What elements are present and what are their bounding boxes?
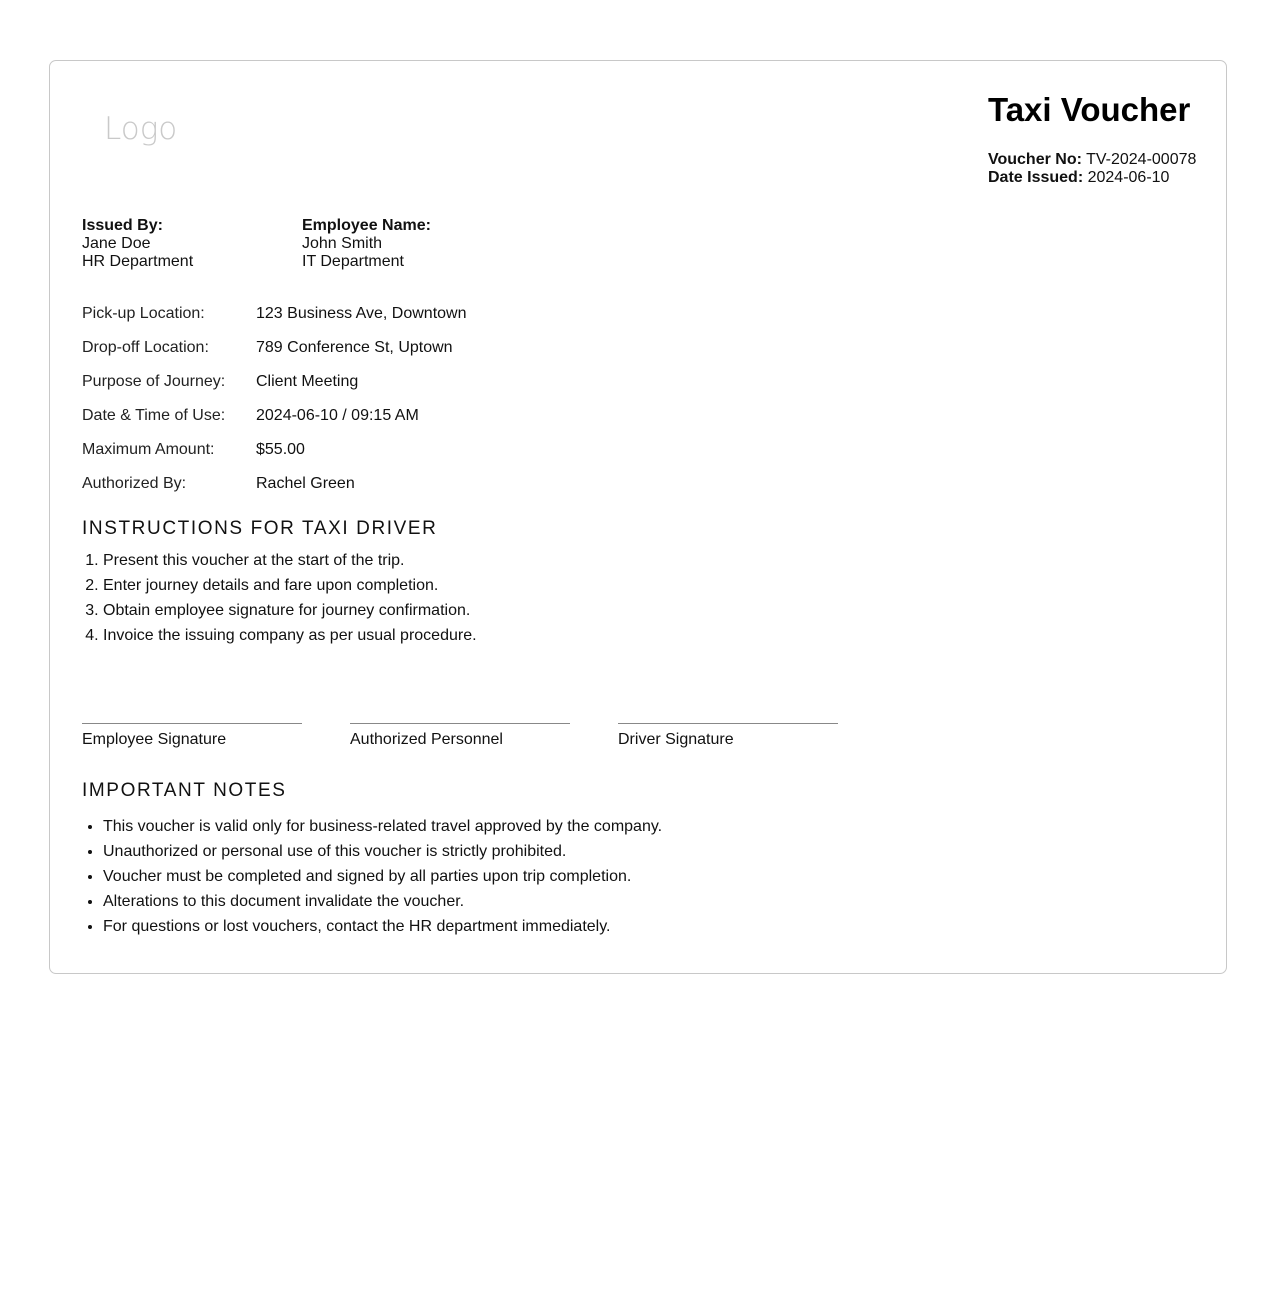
detail-label: Date & Time of Use:	[82, 407, 226, 424]
note-item: • Voucher must be completed and signed by all parties upon trip completion.	[103, 864, 662, 889]
date-issued-value: 2024-06-10	[1087, 169, 1170, 186]
signature-label: Authorized Personnel	[350, 731, 503, 748]
signature-line	[350, 723, 570, 724]
voucher-title: Taxi Voucher	[988, 91, 1191, 128]
detail-label: Pick-up Location:	[82, 305, 205, 322]
issued-by-department: HR Department	[82, 253, 194, 270]
employee-name-label: Employee Name:	[302, 217, 431, 234]
issued-by-block	[82, 217, 193, 271]
authorized-personnel-block	[350, 723, 570, 749]
detail-value: $55.00	[256, 441, 305, 458]
detail-value: Client Meeting	[256, 373, 359, 390]
detail-label: Purpose of Journey:	[82, 373, 226, 390]
note-item: • For questions or lost vouchers, contact the HR department immediately.	[103, 914, 662, 939]
detail-row-authorized-by	[82, 467, 467, 501]
detail-label: Drop-off Location:	[82, 339, 209, 356]
employee-department: IT Department	[302, 253, 404, 270]
signature-line	[82, 723, 302, 724]
detail-row-purpose	[82, 365, 467, 399]
detail-label: Maximum Amount:	[82, 441, 215, 458]
detail-row-dropoff	[82, 331, 467, 365]
detail-row-datetime	[82, 399, 467, 433]
instructions-title: INSTRUCTIONS FOR TAXI DRIVER	[82, 518, 438, 539]
voucher-number-value: TV-2024-00078	[1086, 151, 1197, 168]
employee-signature-block	[82, 723, 302, 749]
detail-value: 789 Conference St, Uptown	[256, 339, 453, 356]
voucher-number-row	[988, 151, 1196, 169]
voucher-meta	[988, 151, 1196, 187]
signature-label: Driver Signature	[618, 731, 734, 748]
note-item: • Unauthorized or personal use of this voucher is strictly prohibited.	[103, 839, 662, 864]
signature-label: Employee Signature	[82, 731, 227, 748]
voucher-number-label: Voucher No:	[988, 151, 1082, 168]
note-item: • This voucher is valid only for business-related travel approved by the company.	[103, 814, 662, 839]
detail-row-max-amount	[82, 433, 467, 467]
note-item: • Alterations to this document invalidate the voucher.	[103, 889, 662, 914]
driver-signature-block	[618, 723, 838, 749]
employee-block	[302, 217, 431, 271]
taxi-voucher	[49, 60, 1227, 974]
instructions-list	[82, 548, 477, 648]
instruction-item: 3. Obtain employee signature for journey confirmation.	[103, 598, 477, 623]
detail-value: Rachel Green	[256, 475, 355, 492]
detail-value: 2024-06-10 / 09:15 AM	[256, 407, 419, 424]
instruction-item: 4. Invoice the issuing company as per usual procedure.	[103, 623, 477, 648]
detail-value: 123 Business Ave, Downtown	[256, 305, 467, 322]
important-notes-title: IMPORTANT NOTES	[82, 780, 287, 801]
date-issued-label: Date Issued:	[988, 169, 1084, 186]
detail-label: Authorized By:	[82, 475, 187, 492]
signature-section	[82, 723, 886, 749]
issued-by-name: Jane Doe	[82, 235, 151, 252]
instruction-item: 1. Present this voucher at the start of the trip.	[103, 548, 477, 573]
issued-by-label: Issued By:	[82, 217, 163, 234]
detail-row-pickup	[82, 297, 467, 331]
company-logo: Logo	[104, 111, 178, 147]
instruction-item: 2. Enter journey details and fare upon completion.	[103, 573, 477, 598]
signature-line	[618, 723, 838, 724]
journey-details	[82, 297, 467, 501]
date-issued-row	[988, 169, 1196, 187]
employee-name: John Smith	[302, 235, 383, 252]
important-notes-list	[82, 814, 662, 939]
